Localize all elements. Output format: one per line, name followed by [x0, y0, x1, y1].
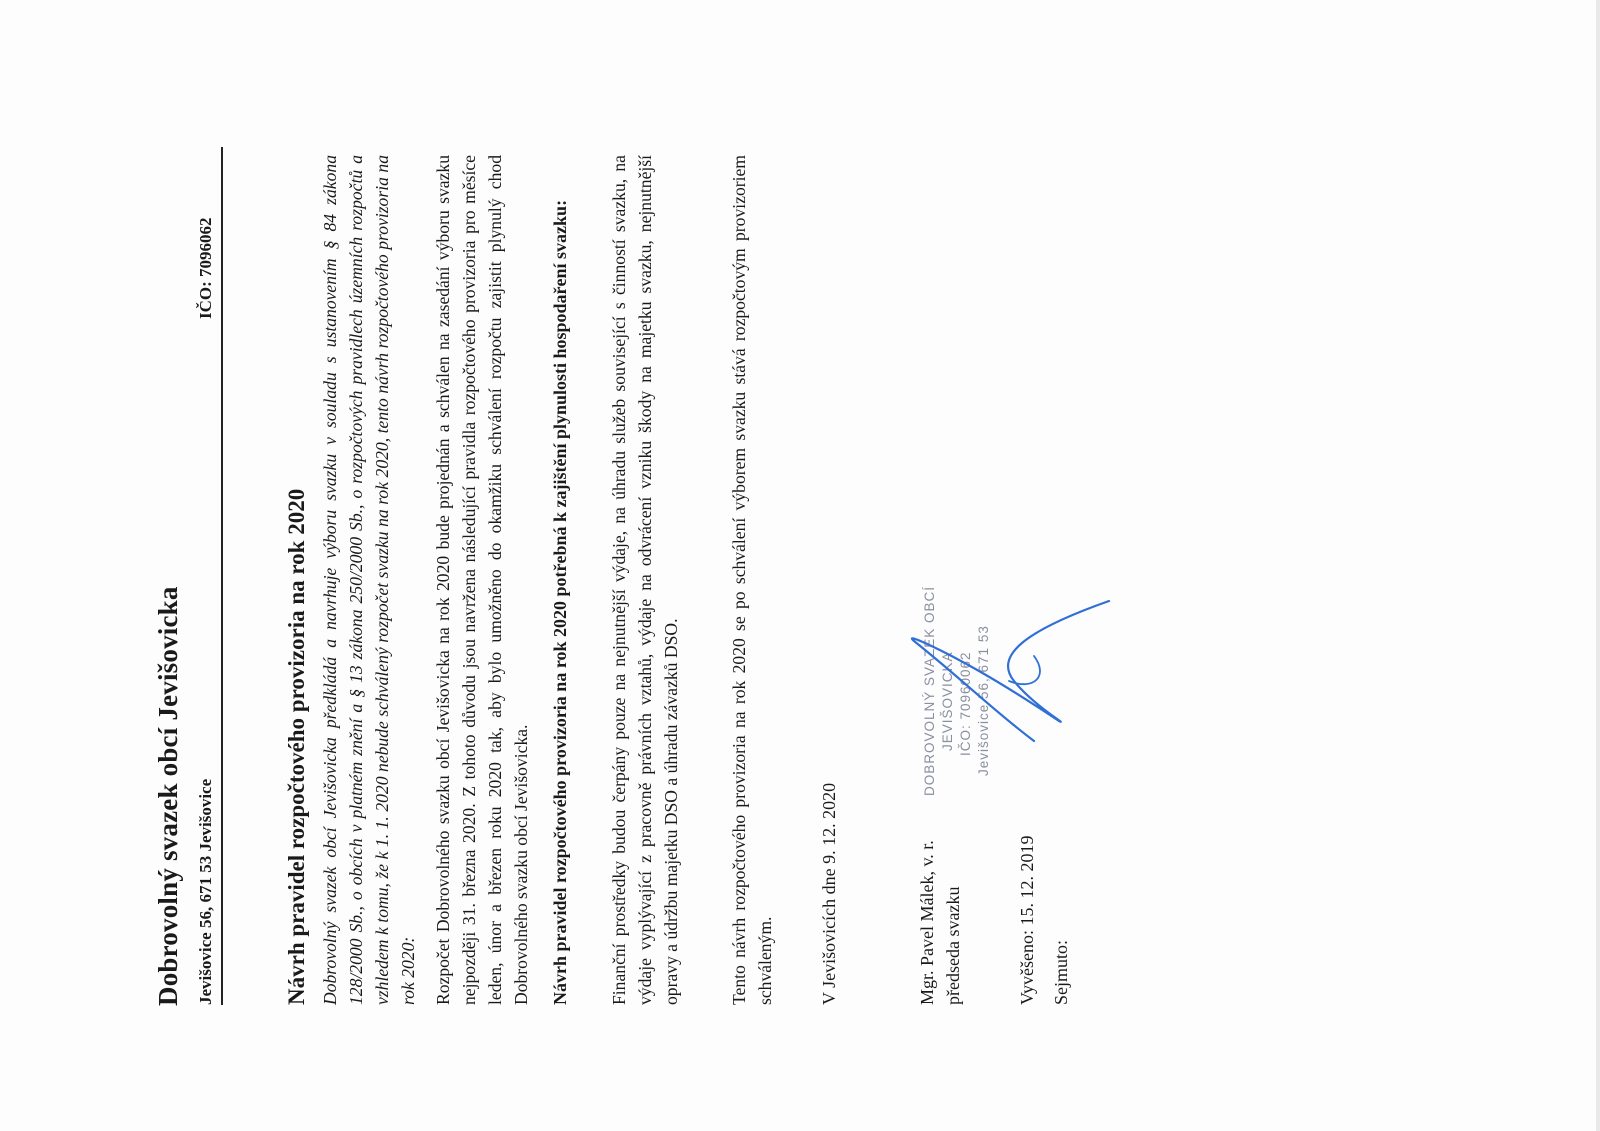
intro-paragraph: Dobrovolný svazek obcí Jevišovicka předkládá a navrhuje výboru svazku v souladu s ustanovením § 84 zákona 128/2000 Sb., o obcích v platném znění a § 13 zákona 250/2000 Sb., o rozpočtových pravidlech územních rozpočtů a vzhledem k tomu, že k 1. 1. 2020 nebude schválený rozpočet svazku na rok 2020, tento návrh rozpočtového provizoria na rok 2020: — [320, 155, 418, 1005]
removed-date: Sejmuto: — [1051, 939, 1071, 1005]
stamp-line: JEVIŠOVICKA — [940, 651, 955, 751]
header-divider — [221, 147, 223, 1005]
signer-name: Mgr. Pavel Málek, v. r. — [917, 840, 937, 1005]
organization-ico: IČO: 7096062 — [196, 217, 215, 319]
approval-paragraph: Tento návrh rozpočtového provizoria na rok 2020 se po schválení výborem svazku stává rozpočtovým provizoriem schváleným. — [729, 155, 775, 1005]
organization-address: Jevišovice 56, 671 53 Jevišovice — [196, 778, 215, 1005]
signer-block — [914, 840, 966, 1005]
stamp-line: IČO: 70960062 — [958, 651, 973, 756]
signer-role: předseda svazku — [943, 886, 963, 1005]
posted-date: Vyvěšeno: 15. 12. 2019 — [1017, 835, 1037, 1005]
organization-title: Dobrovolný svazek obcí Jevišovicka — [153, 586, 183, 1006]
stamp-line: Jevišovice 56, 671 53 — [976, 625, 991, 776]
handwritten-signature — [884, 571, 1124, 751]
budget-paragraph: Rozpočet Dobrovolného svazku obcí Jevišovicka na rok 2020 bude projednán a schválen na zasedání výboru svazku nejpozději 31. března 2020. Z tohoto důvodu jsou navržena následující pravidla rozpočtového provizoria pro měsíce leden, únor a březen roku 2020 tak, aby bylo umožněno do okamžiku schválení rozpočtu zajistit plynulý chod Dobrovolného svazku obcí Jevišovicka. — [433, 155, 531, 1005]
date-line: V Jevišovicích dne 9. 12. 2020 — [819, 782, 839, 1005]
stamp-line: DOBROVOLNÝ SVAZEK OBCÍ — [922, 585, 937, 796]
rules-subheading: Návrh pravidel rozpočtového provizoria na rok 2020 potřebná k zajištění plynulosti hospodaření svazku: — [550, 199, 570, 1005]
rules-paragraph: Finanční prostředky budou čerpány pouze na nejnutnější výdaje, na úhradu služeb související s činností svazku, na výdaje vyplývající z pracovně právních vztahů, výdaje na odvrácení vzniku škody na majetku svazku, nejnutnější opravy a údržbu majetku DSO a úhradu závazků DSO. — [609, 155, 681, 1005]
document-heading: Návrh pravidel rozpočtového provizoria na rok 2020 — [284, 488, 309, 1005]
